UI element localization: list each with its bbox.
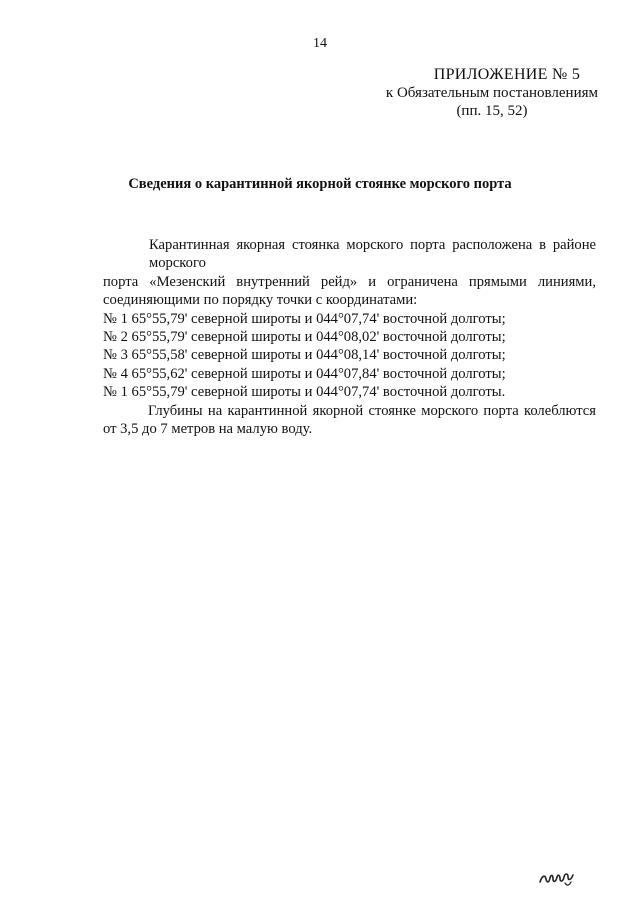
coordinate-point-1-closing: № 1 65°55,79' северной широты и 044°07,74' восточной долготы. [103, 384, 506, 401]
appendix-paragraphs: (пп. 15, 52) [456, 103, 528, 119]
document-body [103, 236, 596, 438]
depth-paragraph: Глубины на карантинной якорной стоянке морского порта колеблются от 3,5 до 7 метров на малую воду. [103, 402, 596, 438]
page-number: 14 [313, 36, 327, 51]
coordinate-point-4: № 4 65°55,62' северной широты и 044°07,84' восточной долготы; [103, 365, 506, 382]
coordinate-point-2: № 2 65°55,79' северной широты и 044°08,02' восточной долготы; [103, 329, 506, 346]
coordinate-point-3: № 3 65°55,58' северной широты и 044°08,14' восточной долготы; [103, 347, 506, 364]
intro-paragraph [103, 236, 596, 310]
handwritten-initials [538, 866, 576, 888]
coordinate-point-1: № 1 65°55,79' северной широты и 044°07,74' восточной долготы; [103, 310, 506, 327]
appendix-header [386, 66, 598, 120]
coordinates-list [103, 310, 596, 402]
appendix-reference: к Обязательным постановлениям [385, 85, 598, 101]
document-title: Сведения о карантинной якорной стоянке морского порта [128, 176, 512, 192]
intro-first-line: Карантинная якорная стоянка морского порта расположена в районе морского [149, 237, 596, 272]
appendix-title: ПРИЛОЖЕНИЕ № 5 [433, 66, 581, 83]
intro-rest: порта «Мезенский внутренний рейд» и ограничена прямыми линиями, соединяющими по порядку точки с координатами: [103, 273, 596, 309]
